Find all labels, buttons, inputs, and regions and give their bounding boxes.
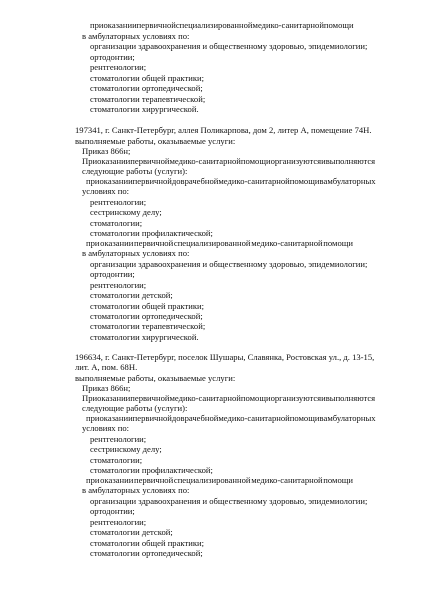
word: медико-санитарной bbox=[251, 238, 323, 248]
list-item: рентгенологии; bbox=[90, 197, 147, 207]
word: при bbox=[86, 176, 100, 186]
word: медико-санитарной bbox=[218, 413, 290, 423]
word: специализированной bbox=[175, 20, 253, 30]
word: и bbox=[321, 393, 326, 403]
word: и bbox=[321, 156, 326, 166]
list-item: стоматологии детской; bbox=[90, 527, 173, 537]
list-item: стоматологии; bbox=[90, 455, 143, 465]
address: 197341, г. Санкт-Петербург, аллея Поликарпова, дом 2, литер А, помещение 74Н. bbox=[75, 125, 372, 135]
list-item: организации здравоохранения и общественному здоровью, эпидемиологии; bbox=[90, 41, 368, 51]
word: оказании bbox=[103, 20, 137, 30]
word: оказании bbox=[100, 475, 134, 485]
word: первичной bbox=[130, 156, 170, 166]
word: При bbox=[82, 393, 98, 403]
word: в bbox=[319, 176, 324, 186]
word: оказании bbox=[100, 238, 134, 248]
word: первичной bbox=[132, 413, 172, 423]
order-ref: Приказ 866н; bbox=[82, 146, 131, 156]
list-item: стоматологии ортопедической; bbox=[90, 548, 203, 558]
list-item: рентгенологии; bbox=[90, 517, 147, 527]
word: помощи bbox=[323, 475, 353, 485]
word: первичной bbox=[130, 393, 170, 403]
word: оказании bbox=[97, 393, 131, 403]
list-item: стоматологии общей практики; bbox=[90, 73, 204, 83]
list-item: организации здравоохранения и общественному здоровью, эпидемиологии; bbox=[90, 259, 368, 269]
list-item: стоматологии хирургической. bbox=[90, 332, 199, 342]
dov-cont: условиях по: bbox=[82, 186, 130, 196]
word: медико-санитарной bbox=[251, 475, 323, 485]
word: первичной bbox=[136, 20, 176, 30]
works-label: выполняемые работы, оказываемые услуги: bbox=[75, 373, 236, 383]
list-item: рентгенологии; bbox=[90, 434, 147, 444]
list-item: сестринскому делу; bbox=[90, 207, 162, 217]
list-item: стоматологии ортопедической; bbox=[90, 311, 203, 321]
word: медико-санитарной bbox=[252, 20, 324, 30]
dov-cont: условиях по: bbox=[82, 423, 130, 433]
list-item: стоматологии терапевтической; bbox=[90, 94, 206, 104]
word: доврачебной bbox=[171, 413, 219, 423]
list-item: сестринскому делу; bbox=[90, 444, 162, 454]
list-item: стоматологии детской; bbox=[90, 290, 173, 300]
word: При bbox=[82, 156, 98, 166]
list-item: стоматологии ортопедической; bbox=[90, 83, 203, 93]
block1-intro bbox=[90, 20, 352, 31]
word: доврачебной bbox=[171, 176, 219, 186]
word: при bbox=[86, 475, 100, 485]
word: медико-санитарной bbox=[218, 176, 290, 186]
pmsp-cont: следующие работы (услуги): bbox=[82, 166, 188, 176]
list-item: стоматологии общей практики; bbox=[90, 538, 204, 548]
works-label: выполняемые работы, оказываемые услуги: bbox=[75, 136, 236, 146]
word: при bbox=[90, 20, 104, 30]
list-item: ортодонтии; bbox=[90, 506, 135, 516]
word: амбулаторных bbox=[323, 413, 376, 423]
word: специализированной bbox=[173, 238, 251, 248]
word: помощи bbox=[240, 393, 271, 403]
word: помощи bbox=[323, 20, 354, 30]
list-item: стоматологии профилактической; bbox=[90, 228, 213, 238]
list-item: стоматологии общей практики; bbox=[90, 301, 204, 311]
list-item: организации здравоохранения и общественному здоровью, эпидемиологии; bbox=[90, 496, 368, 506]
word: первичной bbox=[134, 238, 174, 248]
address: лит. А, пом. 68Н. bbox=[75, 362, 138, 372]
word: помощи bbox=[289, 176, 320, 186]
word: оказании bbox=[99, 413, 133, 423]
word: выполняются bbox=[325, 393, 376, 403]
word: организуются bbox=[270, 156, 322, 166]
word: специализированной bbox=[173, 475, 251, 485]
address: 196634, г. Санкт-Петербург, поселок Шушары, Славянка, Ростовская ул., д. 13-15, bbox=[75, 352, 375, 362]
word: оказании bbox=[99, 176, 133, 186]
block1-intro-cont: в амбулаторных условиях по: bbox=[82, 31, 190, 41]
word: помощи bbox=[323, 238, 353, 248]
word: оказании bbox=[97, 156, 131, 166]
word: первичной bbox=[134, 475, 174, 485]
order-ref: Приказ 866н; bbox=[82, 383, 131, 393]
word: медико-санитарной bbox=[169, 156, 241, 166]
list-item: стоматологии профилактической; bbox=[90, 465, 213, 475]
list-item: рентгенологии; bbox=[90, 280, 147, 290]
word: первичной bbox=[132, 176, 172, 186]
list-item: ортодонтии; bbox=[90, 269, 135, 279]
word: помощи bbox=[289, 413, 320, 423]
pmsp-cont: следующие работы (услуги): bbox=[82, 403, 188, 413]
list-item: стоматологии хирургической. bbox=[90, 104, 199, 114]
word: при bbox=[86, 238, 100, 248]
spec-cont: в амбулаторных условиях по: bbox=[82, 485, 190, 495]
list-item: ортодонтии; bbox=[90, 52, 135, 62]
word: при bbox=[86, 413, 100, 423]
word: организуются bbox=[270, 393, 322, 403]
word: помощи bbox=[240, 156, 271, 166]
list-item: стоматологии терапевтической; bbox=[90, 321, 206, 331]
spec-cont: в амбулаторных условиях по: bbox=[82, 248, 190, 258]
word: амбулаторных bbox=[323, 176, 376, 186]
word: в bbox=[319, 413, 324, 423]
list-item: стоматологии; bbox=[90, 218, 143, 228]
list-item: рентгенологии; bbox=[90, 62, 147, 72]
word: медико-санитарной bbox=[169, 393, 241, 403]
word: выполняются bbox=[325, 156, 376, 166]
